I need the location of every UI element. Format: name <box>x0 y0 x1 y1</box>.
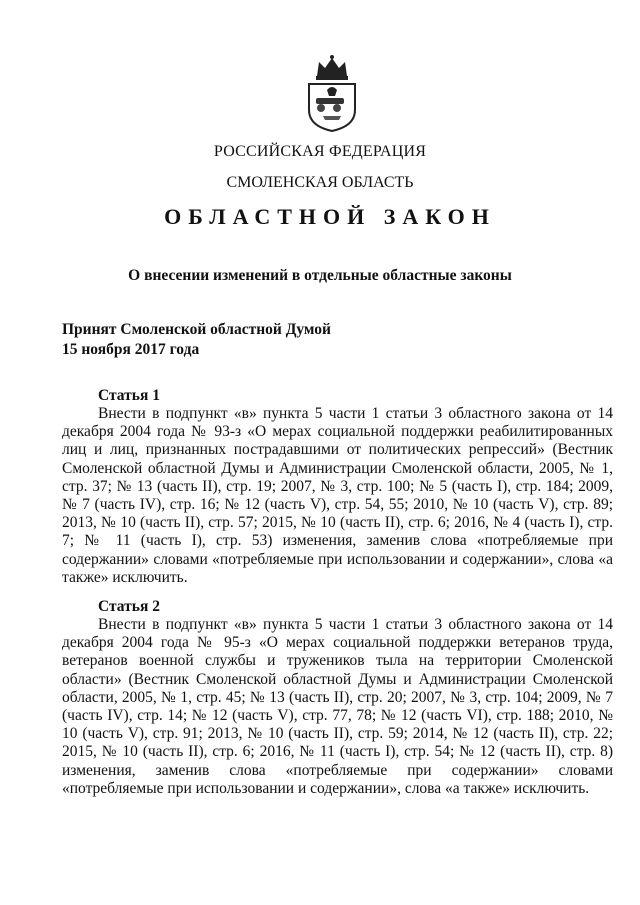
article-1-text: Внести в подпункт «в» пункта 5 части 1 статьи 3 областного закона от 14 декабря 2004 года № 93-з «О мерах социальной поддержки реабилитированных лиц и лиц, признанных пострадавшими от политических репрессий» (Вестник Смоленской областной Думы и Администрации Смоленской области, 2005, № 1, стр. 37; № 13 (часть II), стр. 19; 2007, № 3, стр. 100; № 5 (часть I), стр. 184; 2009, № 7 (часть IV), стр. 16; № 12 (часть V), стр. 54, 55; 2010, № 10 (часть V), стр. 89; 2013, № 10 (часть II), стр. 57; 2015, № 10 (часть II), стр. 6; 2016, № 4 (часть I), стр. 7; № 11 (часть I), стр. 53) изменения, заменив слова «потребляемые при содержании» словами «потребляемые при использовании и содержании», слова «а также» исключить. <box>62 405 613 586</box>
adoption-authority: Принят Смоленской областной Думой <box>62 321 331 338</box>
article-1-title: Статья 1 <box>98 387 160 404</box>
article-2-text: Внести в подпункт «в» пункта 5 части 1 статьи 3 областного закона от 14 декабря 2004 года № 95-з «О мерах социальной поддержки ветеранов труда, ветеранов военной службы и тружеников тыла на территории Смоленской области» (Вестник Смоленской областной Думы и Администрации Смоленской области, 2005, № 1, стр. 45; № 13 (часть II), стр. 20; 2007, № 3, стр. 104; 2009, № 7 (часть IV), стр. 14; № 12 (часть V), стр. 77, 78; № 12 (часть VI), стр. 188; 2010, № 10 (часть V), стр. 91; 2013, № 10 (часть II), стр. 59; 2014, № 12 (часть II), стр. 22; 2015, № 10 (часть II), стр. 6; 2016, № 11 (часть I), стр. 54; № 12 (часть II), стр. 8) изменения, заменив слова «потребляемые при содержании» словами «потребляемые при использовании и содержании», слова «а также» исключить. <box>62 616 613 797</box>
adoption-date: 15 ноября 2017 года <box>62 341 200 358</box>
article-2-title: Статья 2 <box>98 598 160 615</box>
law-subject-title: О внесении изменений в отдельные областные законы <box>128 267 512 284</box>
document-type-heading: ОБЛАСТНОЙ ЗАКОН <box>164 204 496 229</box>
country-heading: РОССИЙСКАЯ ФЕДЕРАЦИЯ <box>213 143 427 160</box>
adoption-block <box>62 320 331 360</box>
region-heading: СМОЛЕНСКАЯ ОБЛАСТЬ <box>226 174 414 191</box>
coat-of-arms-icon <box>303 54 361 132</box>
